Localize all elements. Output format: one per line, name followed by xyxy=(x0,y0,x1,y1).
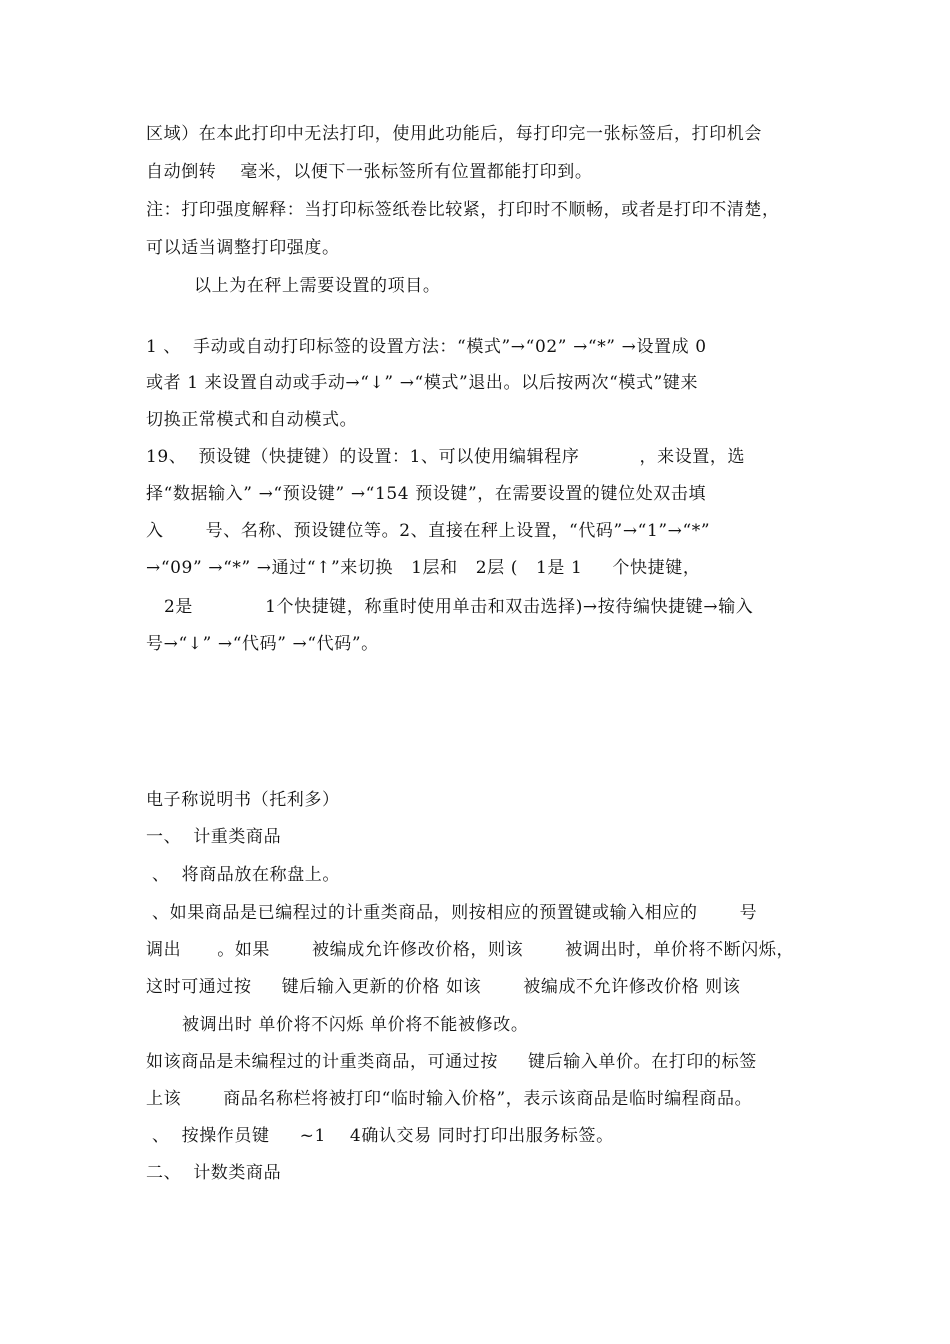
section-heading: 一、 计重类商品 xyxy=(146,827,282,847)
text-line: 上该 商品名称栏将被打印“临时输入价格”，表示该商品是临时编程商品。 xyxy=(146,1089,753,1109)
text-line: 可以适当调整打印强度。 xyxy=(146,238,340,258)
text-line: 切换正常模式和自动模式。 xyxy=(146,410,358,430)
text-line: 1 、 手动或自动打印标签的设置方法：“模式”→“02” →“*” →设置成 0 xyxy=(146,337,707,357)
text-line: 如该商品是未编程过的计重类商品，可通过按 键后输入单价。在打印的标签 xyxy=(146,1052,757,1072)
section-heading: 二、 计数类商品 xyxy=(146,1163,282,1183)
text-line: 、 按操作员键 ~1 4确认交易 同时打印出服务标签。 xyxy=(146,1126,614,1146)
text-line: 号→“↓” →“代码” →“代码”。 xyxy=(146,634,379,654)
text-line: 自动倒转 毫米，以便下一张标签所有位置都能打印到。 xyxy=(146,162,593,182)
text-line: 注：打印强度解释：当打印标签纸卷比较紧，打印时不顺畅，或者是打印不清楚， xyxy=(146,200,780,220)
text-line: 被调出时 单价将不闪烁 单价将不能被修改。 xyxy=(146,1015,529,1035)
text-line: 、如果商品是已编程过的计重类商品，则按相应的预置键或输入相应的 号 xyxy=(146,903,758,923)
text-line: 入 号、名称、预设键位等。2、直接在秤上设置，“代码”→“1”→“*” xyxy=(146,521,711,541)
text-line: 19、 预设键（快捷键）的设置：1、可以使用编辑程序 ，来设置，选 xyxy=(146,447,746,467)
text-line: 或者 1 来设置自动或手动→“↓” →“模式”退出。以后按两次“模式”键来 xyxy=(146,373,699,393)
text-line: 以上为在秤上需要设置的项目。 xyxy=(146,276,441,296)
text-line: 调出 。如果 被编成允许修改价格，则该 被调出时，单价将不断闪烁， xyxy=(146,940,795,960)
text-line: →“09” →“*” →通过“↑”来切换 1层和 2层 ( 1是 1 个快捷键， xyxy=(146,558,701,578)
text-line: 2是 1个快捷键，称重时使用单击和双击选择)→按待编快捷键→输入 xyxy=(146,597,754,617)
text-line: 这时可通过按 键后输入更新的价格 如该 被编成不允许修改价格 则该 xyxy=(146,977,741,997)
text-line: 区域）在本此打印中无法打印，使用此功能后，每打印完一张标签后，打印机会 xyxy=(146,124,762,144)
text-line: 择“数据输入” →“预设键” →“154 预设键”，在需要设置的键位处双击填 xyxy=(146,484,707,504)
text-line: 、 将商品放在称盘上。 xyxy=(146,865,341,885)
document-title: 电子称说明书（托利多） xyxy=(146,790,340,810)
